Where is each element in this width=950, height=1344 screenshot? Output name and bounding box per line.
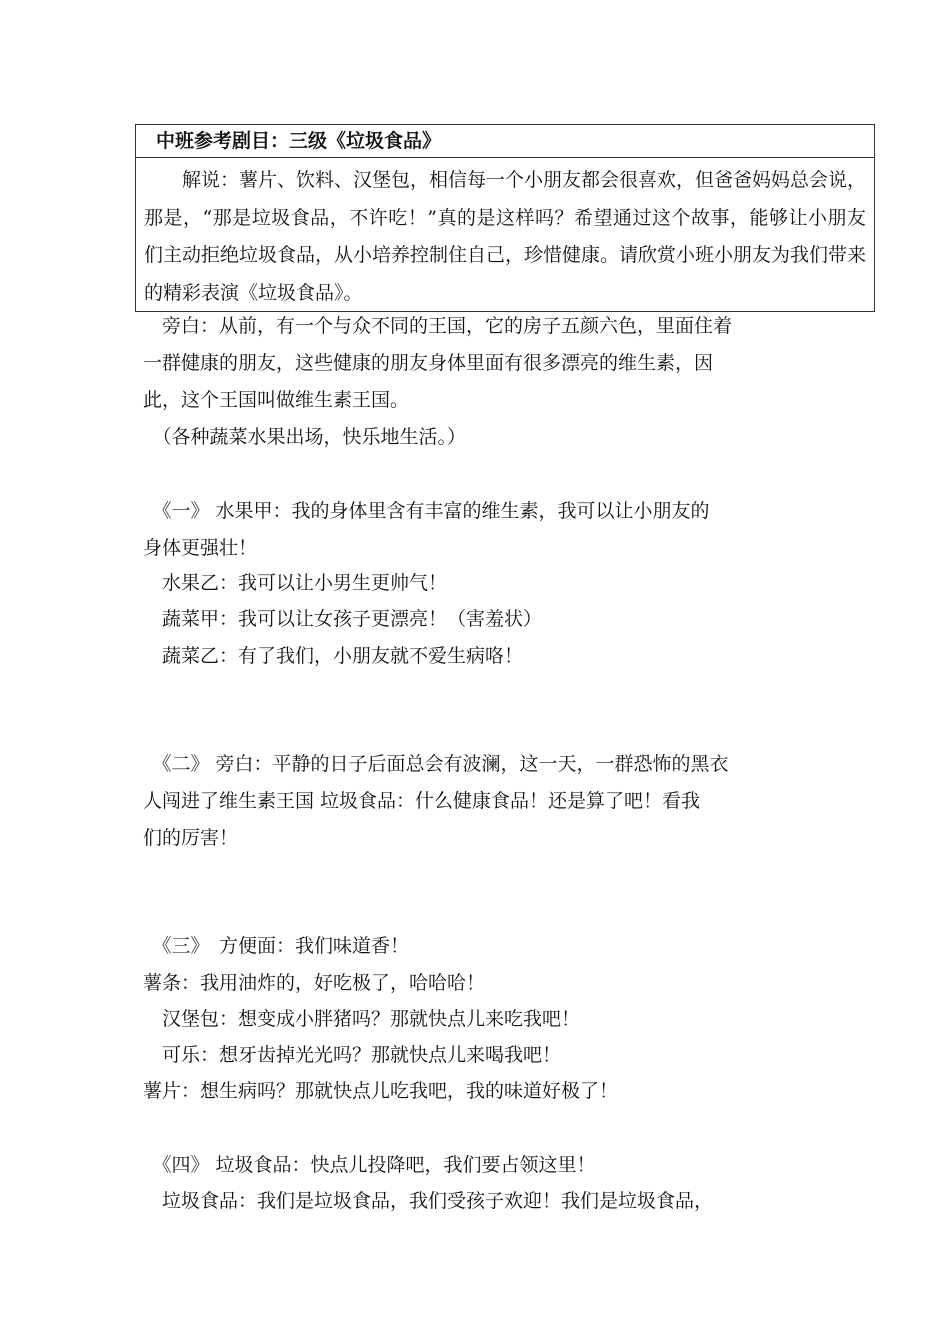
- script-line: 一群健康的朋友，这些健康的朋友身体里面有很多漂亮的维生素，因: [143, 352, 714, 374]
- page-title: 中班参考剧目：三级《垃圾食品》: [136, 125, 874, 158]
- script-line: 薯片：想生病吗？那就快点儿吃我吧，我的味道好极了！: [143, 1080, 619, 1102]
- script-line: 《三》 方便面：我们味道香！: [143, 935, 410, 957]
- script-line: 蔬菜乙：有了我们，小朋友就不爱生病咯！: [143, 645, 524, 667]
- script-line: 《二》 旁白：平静的日子后面总会有波澜，这一天，一群恐怖的黑衣: [143, 753, 729, 775]
- script-line: 此，这个王国叫做维生素王国。: [143, 389, 410, 411]
- script-line: 垃圾食品：我们是垃圾食品，我们受孩子欢迎！我们是垃圾食品，: [143, 1190, 714, 1212]
- script-line: 水果乙：我可以让小男生更帅气！: [143, 572, 448, 594]
- script-line: 《一》 水果甲：我的身体里含有丰富的维生素，我可以让小朋友的: [143, 500, 710, 522]
- script-line: 身体更强壮！: [143, 537, 258, 559]
- intro-paragraph: 解说：薯片、饮料、汉堡包，相信每一个小朋友都会很喜欢，但爸爸妈妈总会说，那是，“那是垃圾食品，不许吃！”真的是这样吗？希望通过这个故事，能够让小朋友们主动拒绝垃圾食品，从小培养控制住自己，珍惜健康。请欣赏小班小朋友为我们带来的精彩表演《垃圾食品》。: [144, 169, 867, 304]
- script-line: 可乐：想牙齿掉光光吗？那就快点儿来喝我吧！: [143, 1044, 562, 1066]
- script-line: （各种蔬菜水果出场，快乐地生活。）: [143, 426, 467, 448]
- script-line: 蔬菜甲：我可以让女孩子更漂亮！（害羞状）: [143, 608, 543, 630]
- script-line: 旁白：从前，有一个与众不同的王国，它的房子五颜六色，里面住着: [143, 315, 733, 337]
- title-box: [135, 124, 875, 312]
- script-line: 薯条：我用油炸的，好吃极了，哈哈哈！: [143, 972, 486, 994]
- script-line: 们的厉害！: [143, 827, 239, 849]
- script-line: 《四》 垃圾食品：快点儿投降吧，我们要占领这里！: [143, 1154, 596, 1176]
- script-line: 汉堡包：想变成小胖猪吗？那就快点儿来吃我吧！: [143, 1008, 581, 1030]
- script-line: 人闯进了维生素王国 垃圾食品：什么健康食品！还是算了吧！看我: [143, 790, 701, 812]
